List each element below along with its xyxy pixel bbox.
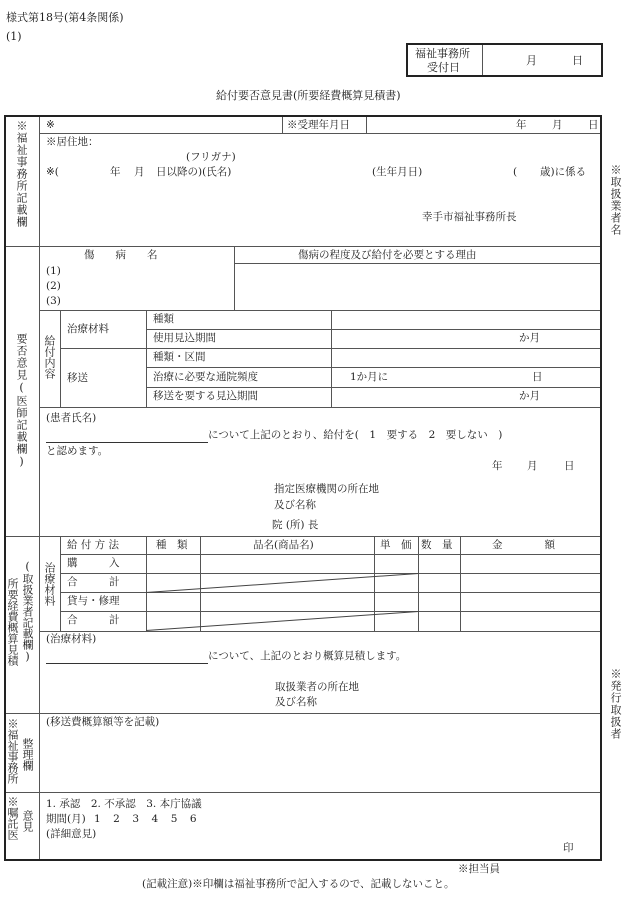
col-product: 品名(商品名) bbox=[253, 539, 314, 551]
benefit-content-label: 給付内容 bbox=[43, 335, 56, 379]
estimate-v4 bbox=[374, 536, 375, 631]
item-kind: 種類 bbox=[153, 313, 174, 325]
office-row1-line bbox=[39, 133, 600, 134]
consult-section-top bbox=[6, 792, 600, 793]
estimate-v3 bbox=[200, 536, 201, 631]
patient-name-line[interactable] bbox=[46, 442, 208, 443]
item-usage-period: 使用見込期間 bbox=[153, 332, 216, 344]
reception-label-1: 福祉事務所 bbox=[415, 47, 470, 60]
admin-label-outer: ※福祉事務所 bbox=[6, 718, 19, 784]
benefit-label-divider bbox=[60, 310, 61, 407]
benefit-statement: について上記のとおり、給付を( 1 要する 2 要しない ) bbox=[208, 429, 503, 441]
method-rental: 貸与・修理 bbox=[67, 595, 120, 607]
statement-top bbox=[39, 407, 600, 408]
disease-item-1[interactable]: (1) bbox=[46, 265, 61, 277]
estimate-v6 bbox=[460, 536, 461, 631]
reception-divider bbox=[482, 45, 483, 75]
vendor-line-2: 及び名称 bbox=[275, 696, 317, 708]
method-purchase: 購 入 bbox=[67, 557, 120, 569]
benefit-item-divider bbox=[331, 310, 332, 407]
office-row1-mark[interactable]: ※ bbox=[46, 119, 55, 131]
visit-frequency-unit[interactable]: 日 bbox=[532, 371, 543, 383]
doctor-date-month[interactable]: 月 bbox=[527, 460, 538, 472]
estimate-h3 bbox=[60, 592, 600, 593]
group-transport: 移送 bbox=[67, 372, 88, 384]
after-month[interactable]: 月 bbox=[134, 166, 145, 178]
estimate-statement: について、上記のとおり概算見積します。 bbox=[208, 650, 407, 662]
transport-period-unit[interactable]: か月 bbox=[519, 390, 540, 402]
residence-label[interactable]: ※居住地： bbox=[46, 136, 99, 148]
estimate-h2 bbox=[60, 573, 600, 574]
estimate-h1 bbox=[60, 554, 600, 555]
detail-label: (詳細意見) bbox=[46, 828, 97, 840]
col-method: 給 付 方 法 bbox=[67, 539, 120, 551]
disease-item-3[interactable]: (3) bbox=[46, 295, 61, 307]
reception-day[interactable]: 日 bbox=[572, 54, 583, 67]
document-title: 給付要否意見書(所要経費概算見積書) bbox=[216, 89, 401, 102]
reception-month[interactable]: 月 bbox=[526, 54, 537, 67]
reason-header-line bbox=[234, 263, 600, 264]
admin-note[interactable]: (移送費概算額等を記載) bbox=[46, 716, 160, 728]
age-open: ( bbox=[513, 166, 518, 178]
admin-label-inner: 整理欄 bbox=[21, 738, 34, 771]
footer-note: (記載注意)※印欄は福祉事務所で記入するので、記載しないこと。 bbox=[142, 878, 455, 890]
estimate-table-bottom bbox=[39, 631, 600, 632]
receipt-month[interactable]: 月 bbox=[552, 119, 563, 131]
benefit-top bbox=[39, 310, 600, 311]
receipt-date-label: ※受理年月日 bbox=[287, 119, 350, 131]
institution-line-1: 指定医療機関の所在地 bbox=[274, 483, 379, 495]
benefit-row-line-4 bbox=[146, 387, 600, 388]
item-transport-period: 移送を要する見込期間 bbox=[153, 390, 258, 402]
statement-end: と認めます。 bbox=[46, 445, 109, 457]
visit-frequency-prefix: 1か月に bbox=[350, 371, 389, 383]
item-visit-frequency: 治療に必要な通院頻度 bbox=[153, 371, 258, 383]
method-total-2: 合 計 bbox=[67, 614, 120, 626]
seal-mark: 印 bbox=[563, 842, 574, 854]
form-number: 様式第18号(第4条関係) bbox=[6, 11, 124, 24]
institution-line-2: 及び名称 bbox=[274, 499, 316, 511]
office-row1-div1 bbox=[282, 117, 283, 133]
doctor-section-label: 要否意見(医師記載欄) bbox=[15, 333, 28, 469]
consult-label-inner: 意見 bbox=[21, 810, 34, 832]
col-amount: 金 額 bbox=[492, 539, 555, 551]
admin-section-top bbox=[6, 713, 600, 714]
doctor-section-top bbox=[6, 246, 600, 247]
group-materials: 治療材料 bbox=[67, 323, 109, 335]
benefit-row-line-1 bbox=[146, 329, 600, 330]
benefit-row-line-2 bbox=[60, 348, 600, 349]
reason-header: 傷病の程度及び給付を必要とする理由 bbox=[298, 249, 477, 261]
period-label: 期間(月) bbox=[46, 813, 86, 825]
col-kind: 種 類 bbox=[156, 539, 188, 551]
disease-divider bbox=[234, 246, 235, 310]
period-values[interactable]: 1 2 3 4 5 6 bbox=[94, 813, 198, 825]
label-column-divider bbox=[39, 117, 40, 859]
consult-label-outer: ※嘱託医 bbox=[6, 796, 19, 840]
furigana-label: (フリガナ) bbox=[186, 151, 236, 163]
usage-period-unit[interactable]: か月 bbox=[519, 332, 540, 344]
material-note: (治療材料) bbox=[46, 633, 97, 645]
benefit-group-divider bbox=[146, 310, 147, 407]
disease-header: 傷 病 名 bbox=[84, 249, 158, 261]
issuing-handler-label: ※発行取扱者 bbox=[609, 668, 622, 740]
dob-label[interactable]: (生年月日) bbox=[372, 166, 423, 178]
col-unit-price: 単 価 bbox=[380, 539, 412, 551]
estimate-h4 bbox=[60, 611, 600, 612]
estimate-label-inner: (取扱業者記載欄) bbox=[21, 560, 34, 663]
reception-label-2: 受付日 bbox=[427, 61, 460, 74]
page-marker: (1) bbox=[6, 30, 22, 43]
office-head: 幸手市福祉事務所長 bbox=[422, 211, 517, 223]
age-suffix: 歳)に係る bbox=[540, 166, 587, 178]
director-label: 院 (所) 長 bbox=[272, 519, 319, 531]
handler-name-label: ※取扱業者名 bbox=[609, 164, 622, 236]
after-prefix: ※( bbox=[46, 166, 59, 178]
estimate-section-top bbox=[6, 536, 600, 537]
disease-item-2[interactable]: (2) bbox=[46, 280, 61, 292]
after-suffix-name: 日以降の)(氏名) bbox=[156, 166, 232, 178]
estimate-v5 bbox=[418, 536, 419, 631]
receipt-year[interactable]: 年 bbox=[516, 119, 527, 131]
doctor-date-year[interactable]: 年 bbox=[492, 460, 503, 472]
after-year[interactable]: 年 bbox=[110, 166, 121, 178]
method-total-1: 合 計 bbox=[67, 576, 120, 588]
consult-options[interactable]: 1. 承認 2. 不承認 3. 本庁協議 bbox=[46, 798, 202, 810]
office-section-label: ※福祉事務所記載欄 bbox=[15, 120, 28, 228]
benefit-row-line-3 bbox=[146, 367, 600, 368]
material-label: 治療材料 bbox=[43, 562, 56, 606]
material-name-line[interactable] bbox=[46, 663, 208, 664]
item-kind-route: 種類・区間 bbox=[153, 351, 206, 363]
receipt-day[interactable]: 日 bbox=[588, 119, 599, 131]
vendor-line-1: 取扱業者の所在地 bbox=[275, 681, 359, 693]
patient-name-label: (患者氏名) bbox=[46, 412, 97, 424]
office-row1-div2 bbox=[366, 117, 367, 133]
staff-label: ※担当員 bbox=[458, 863, 500, 875]
estimate-v2 bbox=[146, 536, 147, 631]
estimate-label-outer: 所要経費概算見積 bbox=[6, 578, 19, 666]
estimate-v1 bbox=[60, 536, 61, 631]
doctor-date-day[interactable]: 日 bbox=[564, 460, 575, 472]
col-quantity: 数 量 bbox=[421, 539, 453, 551]
